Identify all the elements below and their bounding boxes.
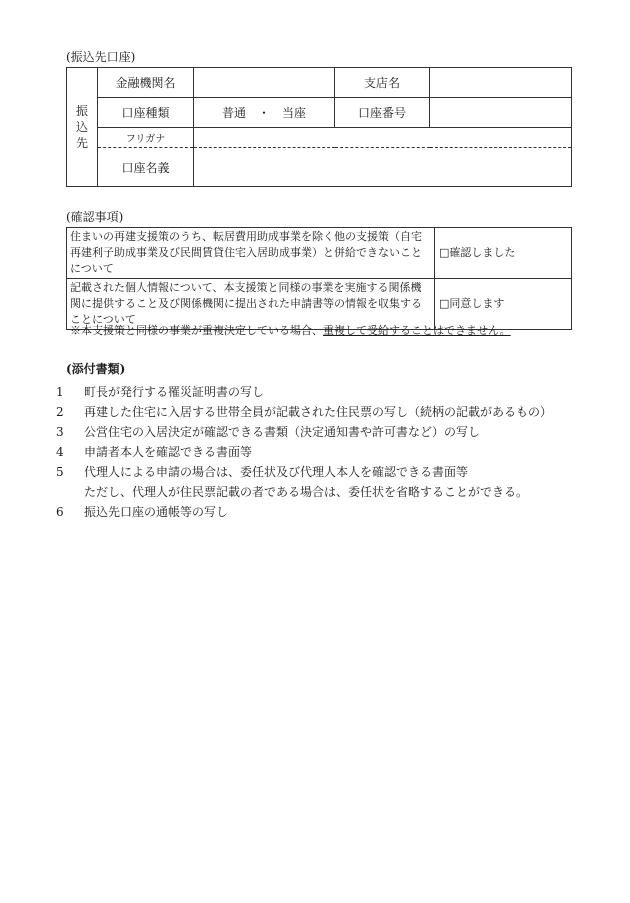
list-item: 6 振込先口座の通帳等の写し [56,505,229,519]
account-number-label: 口座番号 [335,98,430,128]
confirm-section-title: (確認事項) [66,210,124,224]
consent-item-text: 記載された個人情報について、本支援策と同様の事業を実施する関係機関に提供すること及び関係機関に提出された申請書等の情報を収集することについて [67,279,435,330]
account-type-value[interactable]: 普通 ・ 当座 [194,98,335,128]
duplicate-note: ※本支援策と同様の事業が重複決定している場合、重複して受給することはできません。 [70,324,511,337]
attachments-list [56,382,626,522]
account-holder-label: 口座名義 [98,148,194,187]
list-item: 2 再建した住宅に入居する世帯全員が記載された住民票の写し（続柄の記載があるもの） [56,405,553,419]
confirm-item-text: 住まいの再建支援策のうち、転居費用助成事業を除く他の支援策（自宅再建利子助成事業及び民間賃貸住宅入居助成事業）と併給できないことについて [67,228,435,279]
account-holder-field[interactable] [194,148,572,187]
list-item: 1 町長が発行する罹災証明書の写し [56,385,265,399]
attachments-title: (添付書類) [66,362,126,376]
branch-label: 支店名 [335,68,430,98]
account-table [66,67,572,187]
account-section-title: (振込先口座) [66,50,136,64]
bank-name-label: 金融機関名 [98,68,194,98]
consent-checkbox[interactable]: □同意します [435,279,572,330]
list-item: 4 申請者本人を確認できる書面等 [56,445,253,459]
account-type-label: 口座種類 [98,98,194,128]
list-item: 5 代理人による申請の場合は、委任状及び代理人本人を確認できる書面等 [56,465,469,479]
transfer-side-label: 振 込 先 [67,68,98,187]
account-number-field[interactable] [430,98,572,128]
confirm-table [66,227,572,330]
branch-field[interactable] [430,68,572,98]
duplicate-note-underlined: 重複して受給することはできません。 [323,324,511,337]
confirm-checkbox[interactable]: □確認しました [435,228,572,279]
furigana-field[interactable] [194,128,572,148]
bank-name-field[interactable] [194,68,335,98]
list-item-sub: ただし、代理人が住民票記載の者である場合は、委任状を省略することができる。 [84,485,529,499]
furigana-label: フリガナ [98,128,194,148]
list-item: 3 公営住宅の入居決定が確認できる書類（決定通知書や許可書など）の写し [56,425,481,439]
